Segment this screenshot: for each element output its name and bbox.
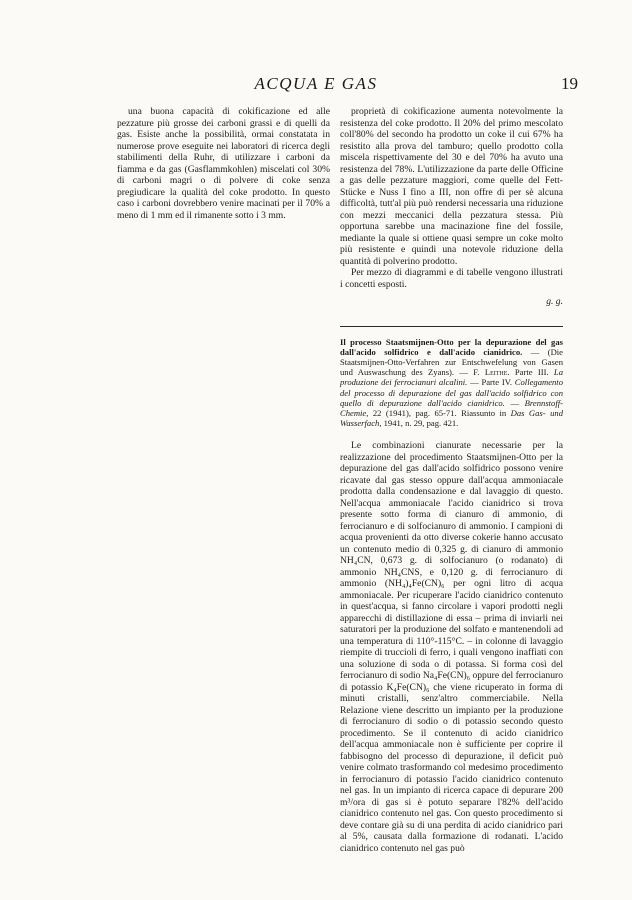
- abstract-title: Il processo Staatsmijnen-Otto per la depurazione del gas dall'acido solfidrico e dall'acido cianidrico.: [340, 336, 563, 357]
- right-paragraph: proprietà di cokificazione aumenta notevolmente la resistenza del coke prodotto. Il 20% del primo mescolato coll'80% del secondo ha prodotto un coke il cui 67% ha resistito alla prova del tamburo; quello prodotto colla miscela rispettivamente del 30 e del 70% ha avuto una resistenza del 78%. L'utilizzazione da parte delle Officine a gas delle pezzature maggiori, come quelle del Fett-Stücke e Nuss I fino a III, non offre di per sè alcuna difficoltà, tutt'al più può rendersi necessaria una riduzione con mezzi meccanici della pezzatura stessa. Più opportuna sarebbe una macinazione fine del fossile, mediante la quale si ottiene quasi sempre un coke molto più resistente e quindi una notevole riduzione della quantità di polverino prodotto.: [340, 106, 563, 267]
- abstract-journal: Brennstoff-Chemie: [340, 397, 563, 418]
- abstract-text: — Parte IV.: [467, 377, 515, 388]
- abstract-text: , 1941, n. 29, pag. 421.: [379, 418, 459, 429]
- page-header: [0, 74, 632, 98]
- page-number: 19: [561, 74, 578, 93]
- right-column: [340, 106, 563, 854]
- abstract-part-title: Collegamento del processo di depurazione del gas dall'acido solfidrico con quello di depurazione dall'acido cianidrico.: [340, 377, 563, 408]
- abstract-text: . Parte III.: [507, 367, 554, 378]
- author-signature: g. g.: [546, 296, 563, 307]
- left-paragraph: una buona capacità di cokificazione ed alle pezzature più grosse dei carboni grassi e di quelli da gas. Esiste anche la possibilità, ormai constatata in numerose prove eseguite nei laboratori di ricerca degli stabilimenti della Ruhr, di utilizzare i carboni da fiamma e da gas (Gasflammkohlen) miscelati col 30% di carboni magri o di polvere di coke senza pregiudicare la qualità del coke prodotto. In questo caso i carboni dovrebbero venire macinati per il 70% a meno di 1 mm ed il rimanente sotto i 3 mm.: [117, 106, 330, 221]
- right-paragraph: Le combinazioni cianurate necessarie per la realizzazione del procedimento Staatsmijnen-Otto per la depurazione del gas dall'acido solfidrico possono venire ricavate dal gas stesso oppure dall'acqua ammoniacale prodotta dalla condensazione e dal lavaggio di questo. Nell'acqua ammoniacale l'acido cianidrico si trova presente sotto forma di cianuro di ammonio, di ferrocianuro e di solfocianuro di ammonio. I campioni di acqua provenienti da otto diverse cokerie hanno accusato un contenuto medio di 0,325 g. di cianuro di ammonio NH₄CN, 0,673 g. di solfocianuro (o rodanato) di ammonio NH₄CNS, e 0,120 g. di ferrocianuro di ammonio (NH₄)₄Fe(CN)₆ per ogni litro di acqua ammoniacale. Per ricuperare l'acido cianidrico contenuto in quest'acqua, si fanno circolare i vapori prodotti negli apparecchi di distillazione di essa – prima di inviarli nei saturatori per la produzione del solfato e mantenendoli ad una temperatura di 110°-115°C. – in colonne di lavaggio riempite di truccioli di ferro, i quali vengono inaffiati con una soluzione di soda o di potassa. Si forma così del ferrocianuro di sodio Na₄Fe(CN)₆ oppure del ferrocianuro di potassio K₄Fe(CN)₆ che viene ricuperato in forma di minuti cristalli, senz'altro commerciabile. Nella Relazione viene descritto un impianto per la produzione di ferrocianuro di sodio o di potassio secondo questo procedimento. Se il contenuto di acido cianidrico dell'acqua ammoniacale non è sufficiente per coprire il fabbisogno del processo di depurazione, il deficit può venire colmato trasformando col medesimo procedimento in ferrocianuro di potassio l'acido cianidrico contenuto nel gas. In un impianto di ricerca capace di depurare 200 m³/ora di gas si è potuto separare l'82% dell'acido cianidrico contenuto nel gas. Con questo procedimento si deve contare già su di una perdita di acido cianidrico pari al 5%, causata dalla formazione di rodanati. L'acido cianidrico contenuto nel gas può: [340, 440, 564, 854]
- abstract-journal: Das Gas- und Wasserfach: [340, 407, 563, 429]
- left-column: [117, 106, 330, 221]
- abstract-author: Leithe: [484, 367, 508, 378]
- abstract-part-title: La produzione dei ferrocianuri alcalini.: [340, 367, 563, 388]
- abstract-text: —: [504, 397, 525, 408]
- abstract-text: , 22 (1941), pag. 65-71. Riassunto in: [366, 407, 511, 418]
- abstract-text: — (Die Staatsmijnen-Otto-Verfahren zur Entschwefelung von Gasen und Auswaschung des Zyans). — F.: [340, 346, 563, 378]
- section-divider: [340, 326, 563, 327]
- running-title: ACQUA E GAS: [254, 74, 378, 93]
- right-paragraph: Per mezzo di diagrammi e di tabelle vengono illustrati i concetti esposti.: [340, 267, 563, 290]
- abstract-citation: [340, 337, 563, 429]
